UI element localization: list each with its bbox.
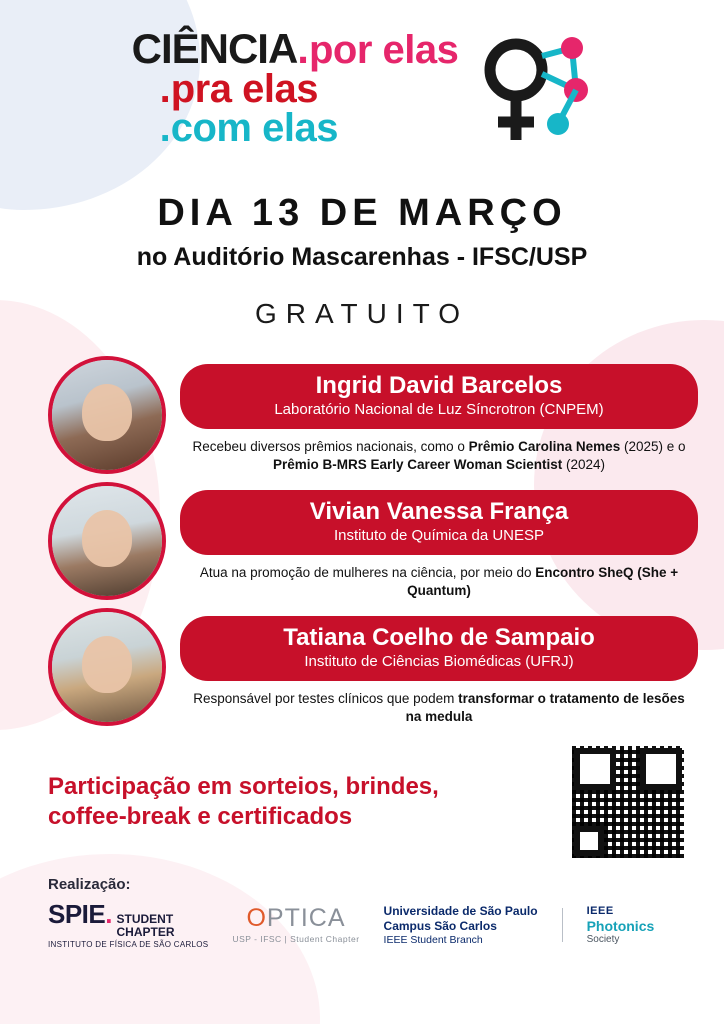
speaker-description: Atua na promoção de mulheres na ciência, por meio do Encontro SheQ (She + Quantum) (199, 565, 679, 598)
speaker-description: Recebeu diversos prêmios nacionais, como o Prêmio Carolina Nemes (2025) e o Prêmio B-MRS Early Career Woman Scientist (2024) (192, 439, 686, 472)
usp-line-2: Campus São Carlos (383, 918, 497, 933)
brand-header (0, 0, 724, 154)
footer-divider (562, 908, 563, 942)
speaker-name-pill (180, 616, 698, 681)
event-date-block (0, 192, 724, 272)
usp-line-3: IEEE Student Branch (383, 933, 483, 946)
speaker-photo-1 (48, 356, 166, 474)
brand-dot-1: . (297, 25, 309, 72)
speaker-name-pill (180, 490, 698, 555)
event-price: GRATUITO (254, 298, 470, 329)
spie-sublabel: INSTITUTO DE FÍSICA DE SÃO CARLOS (48, 940, 209, 950)
speaker-item (48, 608, 698, 726)
realizacao-label: Realização: (48, 876, 131, 893)
speaker-name: Tatiana Coelho de Sampaio (283, 624, 595, 651)
spie-student-label: STUDENT (116, 912, 174, 926)
footer (0, 876, 724, 949)
brand-line-pra-elas: pra elas (170, 67, 318, 112)
speaker-name-pill (180, 364, 698, 429)
usp-logo (384, 904, 538, 947)
event-venue: no Auditório Mascarenhas - IFSC/USP (136, 243, 588, 271)
venus-network-icon (472, 34, 592, 154)
speaker-affiliation: Laboratório Nacional de Luz Síncrotron (CNPEM) (274, 401, 604, 419)
sponsor-logos (48, 901, 684, 949)
promo-section (0, 746, 724, 858)
optica-word-rest: PTICA (266, 904, 346, 933)
speaker-name: Ingrid David Barcelos (315, 372, 563, 399)
brand-wordmark (131, 25, 459, 151)
ieee-photonics-logo (587, 905, 655, 945)
speaker-photo-3 (48, 608, 166, 726)
brand-line-com-elas: com elas (170, 106, 338, 151)
ieee-society-label: Society (586, 933, 620, 945)
speaker-item (48, 482, 698, 600)
ieee-photonics-label: Photonics (586, 917, 655, 934)
usp-line-1: Universidade de São Paulo (383, 903, 538, 918)
promo-line-2: coffee-break e certificados (48, 803, 353, 830)
promo-line-1: Participação em sorteios, brindes, (48, 773, 439, 800)
brand-word-ciencia: CIÊNCIA (131, 25, 298, 72)
speakers-list (0, 356, 724, 726)
spie-chapter-label: CHAPTER (116, 924, 175, 939)
spie-logo (48, 901, 208, 949)
event-date: DIA 13 DE MARÇO (157, 192, 567, 234)
optica-logo (232, 906, 359, 944)
promo-text (48, 772, 556, 832)
optica-word: OPTICA (246, 904, 346, 933)
qr-code-icon[interactable] (572, 746, 684, 858)
speaker-photo-2 (48, 482, 166, 600)
brand-dot-3: . (159, 106, 171, 151)
speaker-affiliation: Instituto de Ciências Biomédicas (UFRJ) (304, 653, 574, 671)
speaker-name: Vivian Vanessa França (309, 498, 569, 525)
ieee-label: IEEE (586, 904, 614, 917)
speaker-affiliation: Instituto de Química da UNESP (333, 527, 545, 545)
optica-sublabel: USP - IFSC | Student Chapter (232, 934, 360, 945)
speaker-item (48, 356, 698, 474)
speaker-description: Responsável por testes clínicos que podem transformar o tratamento de lesões na medula (193, 691, 685, 724)
brand-dot-2: . (159, 67, 171, 112)
spie-word: SPIE (48, 899, 106, 929)
brand-line-por-elas: por elas (308, 28, 459, 72)
spie-dot: . (105, 899, 113, 929)
